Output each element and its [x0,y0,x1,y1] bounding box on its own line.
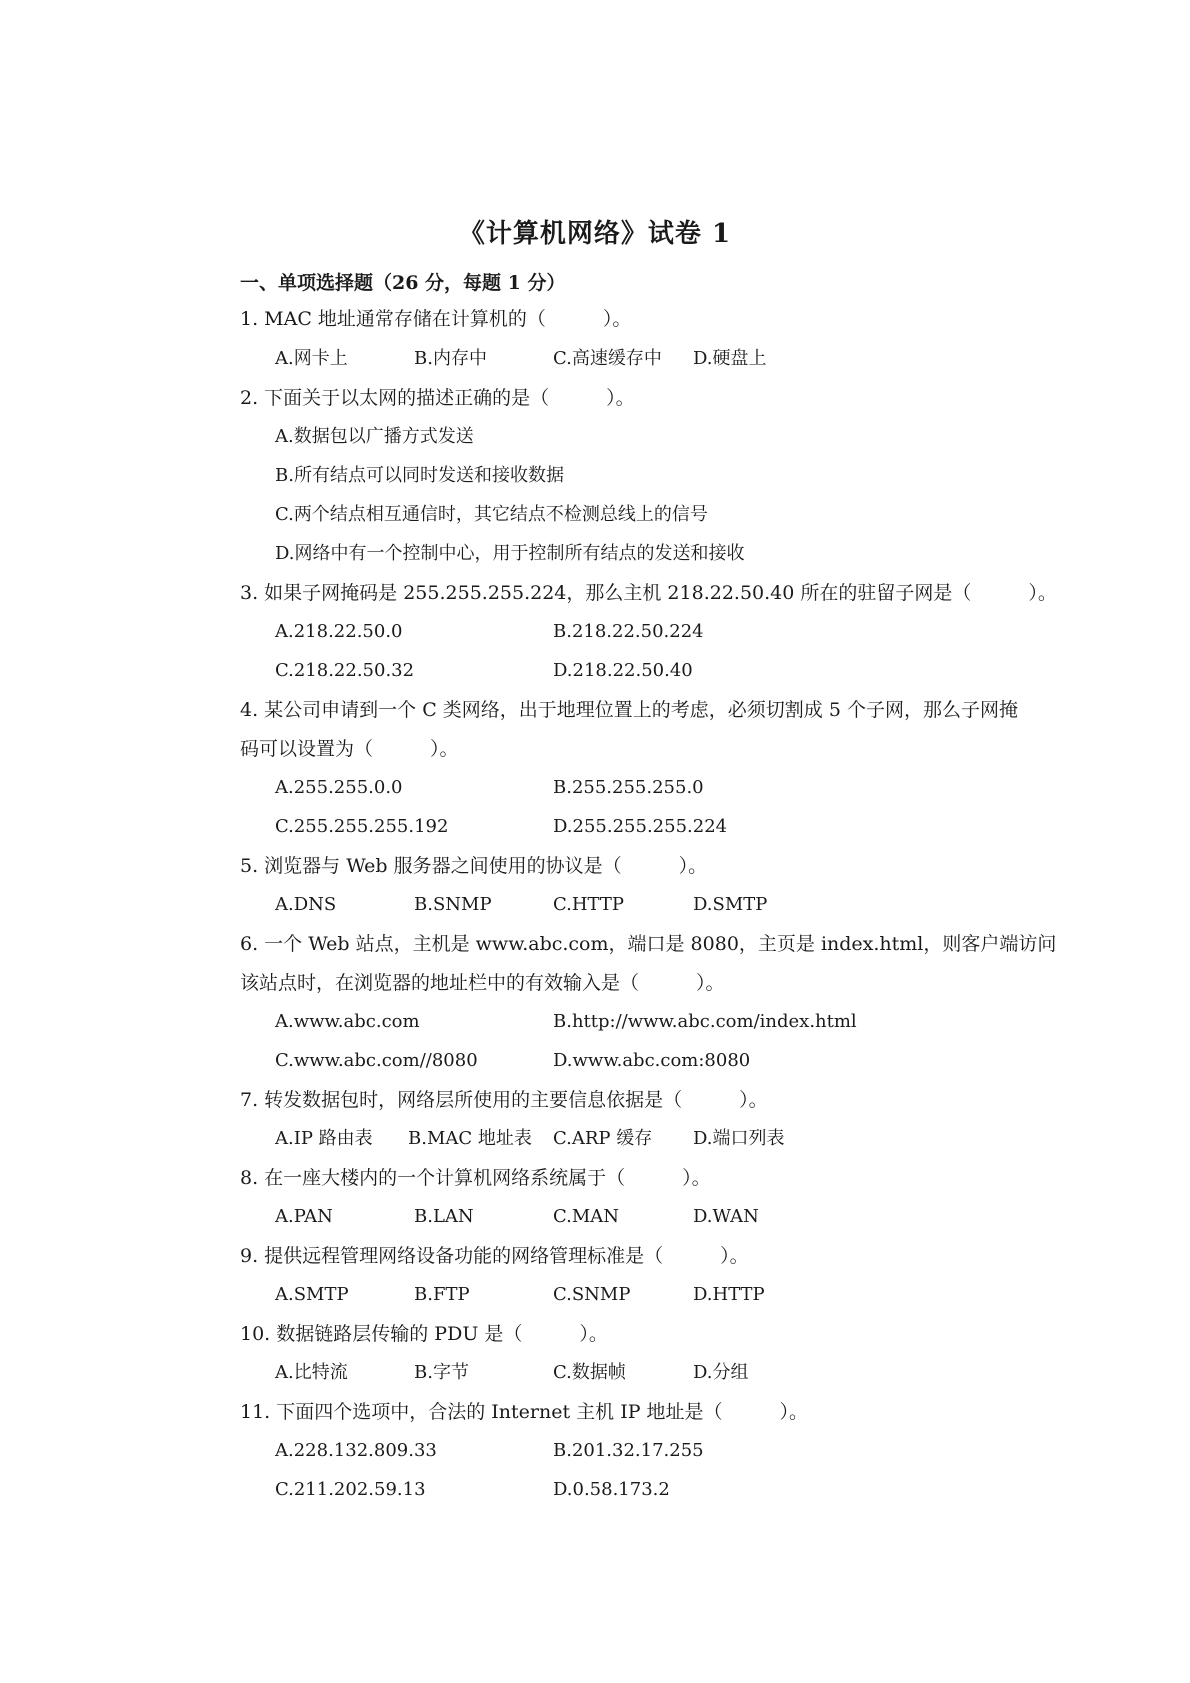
question-option: C.两个结点相互通信时，其它结点不检测总线上的信号 [275,504,708,525]
question-option: D.0.58.173.2 [553,1479,670,1500]
question-option: B.所有结点可以同时发送和接收数据 [275,465,564,486]
question-stem: 10. 数据链路层传输的 PDU 是（ ）。 [240,1323,608,1345]
question-option: A.数据包以广播方式发送 [275,426,474,447]
question-option: A.255.255.0.0 [275,777,403,798]
question-option: D.255.255.255.224 [553,816,728,837]
question-option: B.FTP [414,1284,470,1305]
question-stem: 6. 一个 Web 站点，主机是 www.abc.com，端口是 8080，主页是 index.html，则客户端访问 [240,933,1057,955]
question-option: C.SNMP [553,1284,631,1305]
question-option: C.ARP 缓存 [553,1128,653,1149]
question-option: A.www.abc.com [275,1011,420,1032]
question-stem: 5. 浏览器与 Web 服务器之间使用的协议是（ ）。 [240,855,708,877]
question-option: A.218.22.50.0 [275,621,403,642]
question-stem: 11. 下面四个选项中，合法的 Internet 主机 IP 地址是（ ）。 [240,1401,809,1423]
question-option: C.218.22.50.32 [275,660,415,681]
question-option: B.201.32.17.255 [553,1440,704,1461]
question-stem: 3. 如果子网掩码是 255.255.255.224，那么主机 218.22.50.40 所在的驻留子网是（ ）。 [240,582,1057,604]
question-option: B.218.22.50.224 [553,621,704,642]
question-option: A.PAN [275,1206,333,1227]
question-option: B.MAC 地址表 [408,1128,532,1149]
question-stem: 1. MAC 地址通常存储在计算机的（ ）。 [240,308,632,330]
question-option: C.HTTP [553,894,625,915]
question-option: D.网络中有一个控制中心，用于控制所有结点的发送和接收 [275,543,745,564]
question-option: B.http://www.abc.com/index.html [553,1011,857,1032]
question-stem: 4. 某公司申请到一个 C 类网络，出于地理位置上的考虑，必须切割成 5 个子网，那么子网掩 [240,699,1018,721]
question-option: B.SNMP [414,894,492,915]
question-stem: 8. 在一座大楼内的一个计算机网络系统属于（ ）。 [240,1167,711,1189]
question-stem: 2. 下面关于以太网的描述正确的是（ ）。 [240,387,635,409]
question-stem: 9. 提供远程管理网络设备功能的网络管理标准是（ ）。 [240,1245,749,1267]
page-title: 《计算机网络》试卷 1 [458,219,732,249]
question-stem-continued: 码可以设置为（ ）。 [240,738,459,760]
question-option: B.字节 [414,1362,469,1383]
question-option: D.硬盘上 [693,348,767,369]
question-option: A.比特流 [275,1362,348,1383]
question-option: B.内存中 [414,348,487,369]
section-heading: 一、单项选择题（26 分，每题 1 分） [240,272,566,294]
question-option: D.www.abc.com:8080 [553,1050,751,1071]
question-option: D.218.22.50.40 [553,660,693,681]
question-option: D.SMTP [693,894,768,915]
question-option: C.www.abc.com//8080 [275,1050,478,1071]
question-option: C.MAN [553,1206,620,1227]
question-option: D.分组 [693,1362,749,1383]
question-option: A.228.132.809.33 [275,1440,437,1461]
question-option: C.高速缓存中 [553,348,662,369]
question-stem-continued: 该站点时，在浏览器的地址栏中的有效输入是（ ）。 [240,972,725,994]
question-option: C.211.202.59.13 [275,1479,426,1500]
question-option: D.HTTP [693,1284,765,1305]
question-option: B.255.255.255.0 [553,777,704,798]
question-option: C.255.255.255.192 [275,816,449,837]
question-option: A.SMTP [275,1284,349,1305]
question-option: A.网卡上 [275,348,348,369]
question-option: D.端口列表 [693,1128,785,1149]
question-option: A.IP 路由表 [275,1128,373,1149]
question-stem: 7. 转发数据包时，网络层所使用的主要信息依据是（ ）。 [240,1089,768,1111]
question-option: D.WAN [693,1206,759,1227]
question-option: A.DNS [275,894,337,915]
question-option: C.数据帧 [553,1362,626,1383]
question-option: B.LAN [414,1206,474,1227]
